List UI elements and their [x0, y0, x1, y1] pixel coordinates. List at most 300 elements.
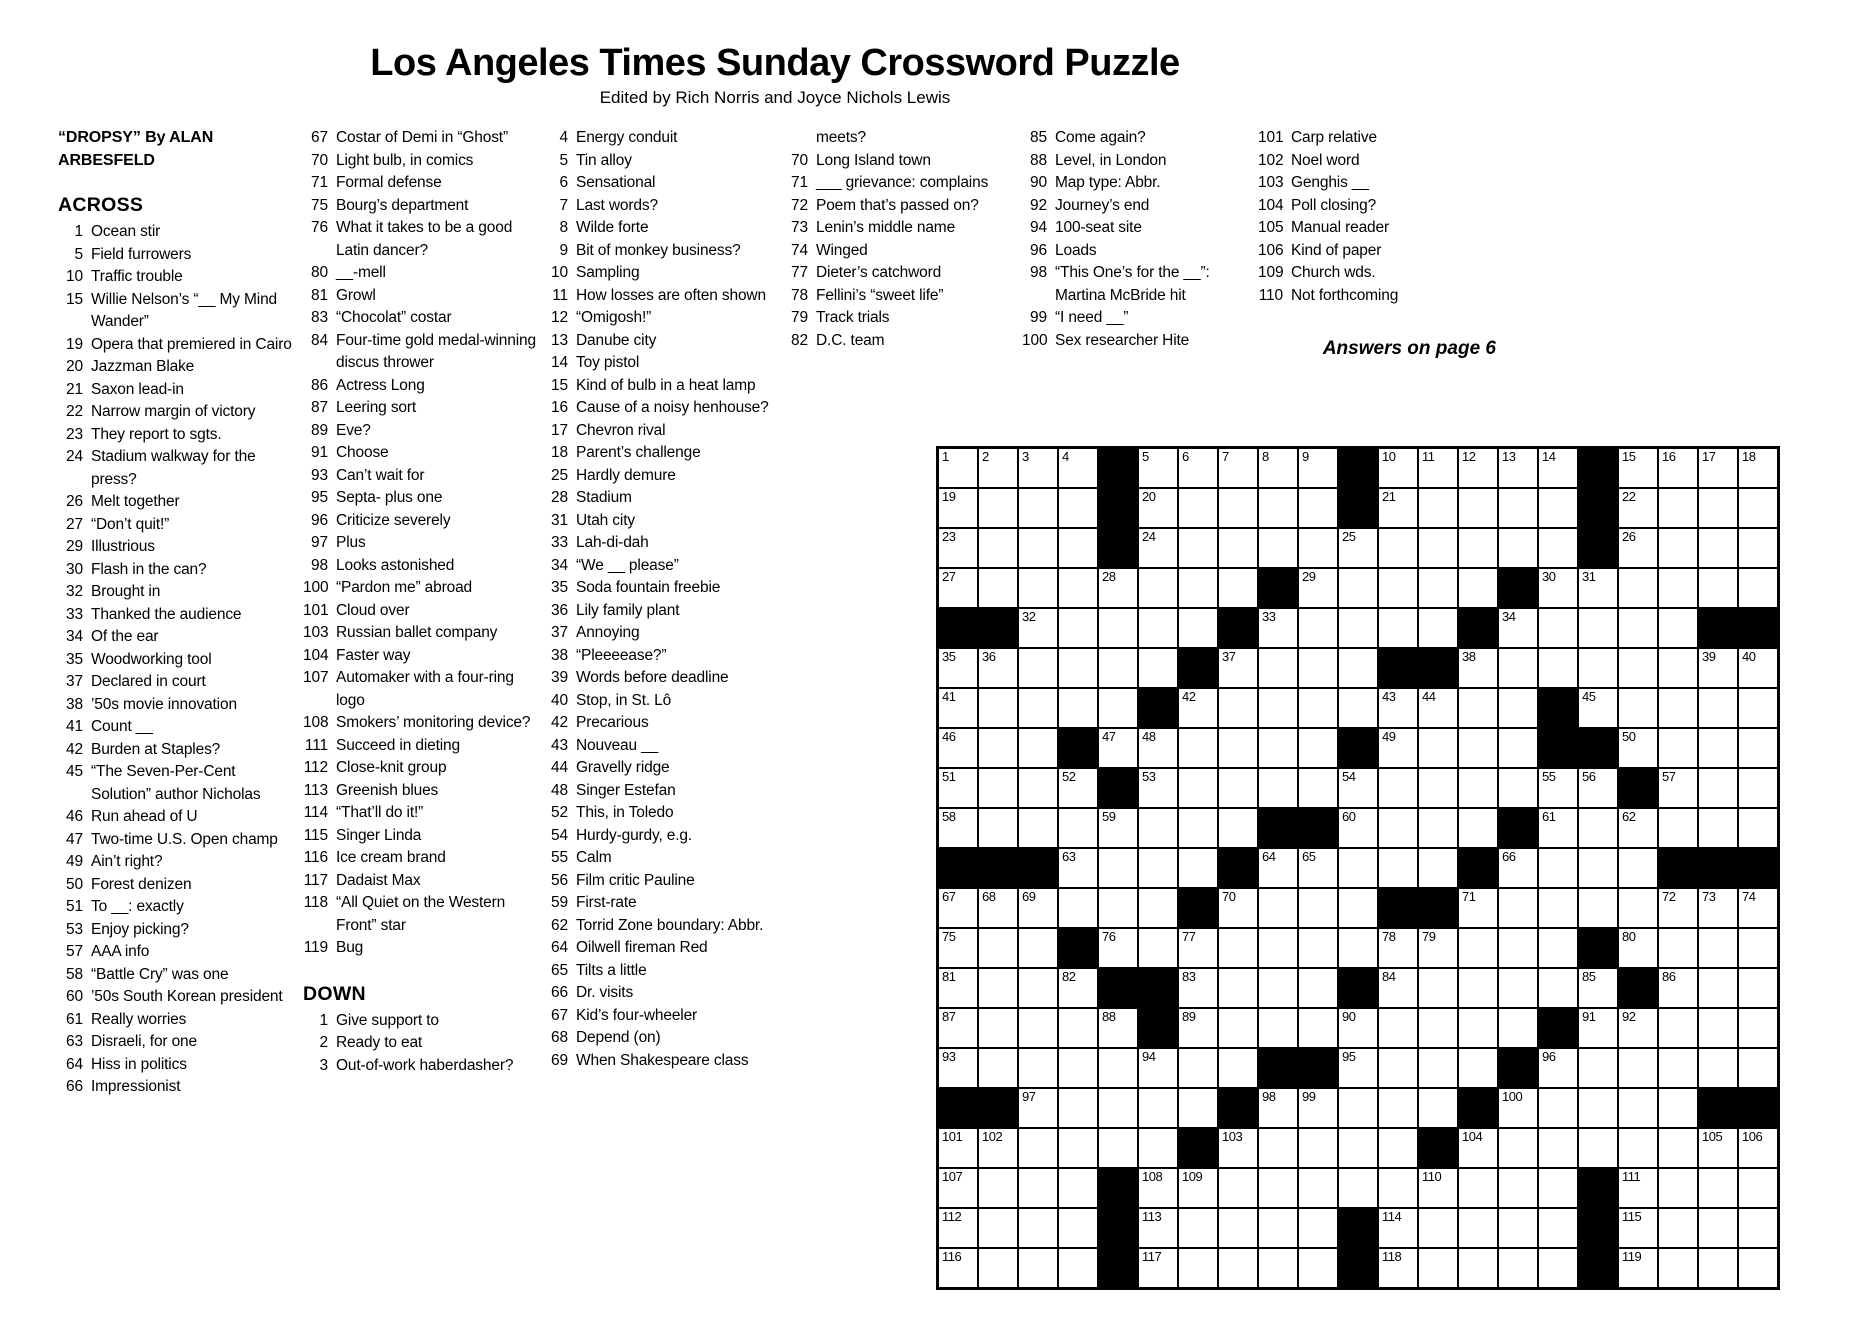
- grid-cell[interactable]: [1059, 529, 1097, 567]
- grid-cell[interactable]: [939, 769, 977, 807]
- grid-cell[interactable]: [1379, 809, 1417, 847]
- grid-cell[interactable]: [1659, 609, 1697, 647]
- grid-cell[interactable]: [1019, 1129, 1057, 1167]
- grid-cell[interactable]: [979, 649, 1017, 687]
- grid-cell[interactable]: [1459, 729, 1497, 767]
- grid-cell[interactable]: [1699, 929, 1737, 967]
- grid-cell[interactable]: [1179, 769, 1217, 807]
- grid-cell[interactable]: [1459, 969, 1497, 1007]
- grid-cell[interactable]: [1219, 649, 1257, 687]
- grid-cell[interactable]: [1139, 769, 1177, 807]
- grid-cell[interactable]: [1099, 849, 1137, 887]
- grid-cell[interactable]: [1139, 529, 1177, 567]
- grid-cell[interactable]: [1339, 1129, 1377, 1167]
- grid-cell[interactable]: [1139, 889, 1177, 927]
- grid-cell[interactable]: [1099, 929, 1137, 967]
- grid-cell[interactable]: [1499, 849, 1537, 887]
- grid-cell[interactable]: [1339, 529, 1377, 567]
- grid-cell[interactable]: [1259, 689, 1297, 727]
- grid-cell[interactable]: [1619, 489, 1657, 527]
- grid-cell[interactable]: [1259, 449, 1297, 487]
- grid-cell[interactable]: [1259, 1249, 1297, 1287]
- grid-cell[interactable]: [1179, 1249, 1217, 1287]
- grid-cell[interactable]: [1339, 809, 1377, 847]
- grid-cell[interactable]: [1539, 889, 1577, 927]
- grid-cell[interactable]: [1499, 929, 1537, 967]
- grid-cell[interactable]: [1659, 649, 1697, 687]
- grid-cell[interactable]: [1299, 609, 1337, 647]
- grid-cell[interactable]: [939, 649, 977, 687]
- grid-cell[interactable]: [1659, 1209, 1697, 1247]
- grid-cell[interactable]: [1179, 449, 1217, 487]
- grid-cell[interactable]: [939, 1169, 977, 1207]
- grid-cell[interactable]: [1099, 729, 1137, 767]
- grid-cell[interactable]: [1539, 449, 1577, 487]
- grid-cell[interactable]: [1179, 849, 1217, 887]
- grid-cell[interactable]: [1579, 609, 1617, 647]
- grid-cell[interactable]: [1699, 1209, 1737, 1247]
- grid-cell[interactable]: [1499, 1249, 1537, 1287]
- grid-cell[interactable]: [1659, 449, 1697, 487]
- grid-cell[interactable]: [939, 1249, 977, 1287]
- grid-cell[interactable]: [1619, 1209, 1657, 1247]
- grid-cell[interactable]: [1499, 729, 1537, 767]
- grid-cell[interactable]: [1619, 729, 1657, 767]
- grid-cell[interactable]: [939, 569, 977, 607]
- grid-cell[interactable]: [1379, 1009, 1417, 1047]
- grid-cell[interactable]: [1339, 849, 1377, 887]
- grid-cell[interactable]: [1659, 689, 1697, 727]
- grid-cell[interactable]: [1459, 769, 1497, 807]
- grid-cell[interactable]: [1659, 1049, 1697, 1087]
- grid-cell[interactable]: [1539, 969, 1577, 1007]
- grid-cell[interactable]: [1499, 1089, 1537, 1127]
- grid-cell[interactable]: [1139, 1049, 1177, 1087]
- grid-cell[interactable]: [1139, 1249, 1177, 1287]
- grid-cell[interactable]: [1739, 1129, 1777, 1167]
- grid-cell[interactable]: [1619, 929, 1657, 967]
- grid-cell[interactable]: [1299, 1249, 1337, 1287]
- grid-cell[interactable]: [939, 889, 977, 927]
- grid-cell[interactable]: [1419, 689, 1457, 727]
- grid-cell[interactable]: [1739, 1169, 1777, 1207]
- grid-cell[interactable]: [1059, 1089, 1097, 1127]
- grid-cell[interactable]: [1099, 1129, 1137, 1167]
- grid-cell[interactable]: [1219, 529, 1257, 567]
- grid-cell[interactable]: [1099, 689, 1137, 727]
- grid-cell[interactable]: [1059, 889, 1097, 927]
- grid-cell[interactable]: [1619, 689, 1657, 727]
- grid-cell[interactable]: [1739, 649, 1777, 687]
- grid-cell[interactable]: [1539, 929, 1577, 967]
- grid-cell[interactable]: [1579, 969, 1617, 1007]
- grid-cell[interactable]: [1379, 1049, 1417, 1087]
- grid-cell[interactable]: [1659, 489, 1697, 527]
- grid-cell[interactable]: [979, 449, 1017, 487]
- grid-cell[interactable]: [1619, 1009, 1657, 1047]
- grid-cell[interactable]: [1299, 489, 1337, 527]
- grid-cell[interactable]: [1659, 1249, 1697, 1287]
- grid-cell[interactable]: [939, 449, 977, 487]
- grid-cell[interactable]: [1259, 609, 1297, 647]
- grid-cell[interactable]: [1699, 569, 1737, 607]
- grid-cell[interactable]: [1579, 649, 1617, 687]
- grid-cell[interactable]: [1459, 1169, 1497, 1207]
- grid-cell[interactable]: [1379, 769, 1417, 807]
- grid-cell[interactable]: [1179, 529, 1217, 567]
- grid-cell[interactable]: [1059, 449, 1097, 487]
- grid-cell[interactable]: [1419, 1089, 1457, 1127]
- grid-cell[interactable]: [1219, 689, 1257, 727]
- grid-cell[interactable]: [1419, 1169, 1457, 1207]
- grid-cell[interactable]: [1339, 1009, 1377, 1047]
- grid-cell[interactable]: [1699, 769, 1737, 807]
- grid-cell[interactable]: [1259, 929, 1297, 967]
- grid-cell[interactable]: [1419, 769, 1457, 807]
- grid-cell[interactable]: [1739, 449, 1777, 487]
- grid-cell[interactable]: [1419, 929, 1457, 967]
- grid-cell[interactable]: [1499, 969, 1537, 1007]
- grid-cell[interactable]: [1699, 1249, 1737, 1287]
- grid-cell[interactable]: [1659, 529, 1697, 567]
- grid-cell[interactable]: [1739, 489, 1777, 527]
- grid-cell[interactable]: [1459, 529, 1497, 567]
- grid-cell[interactable]: [1379, 609, 1417, 647]
- grid-cell[interactable]: [1579, 809, 1617, 847]
- grid-cell[interactable]: [1579, 769, 1617, 807]
- grid-cell[interactable]: [1219, 809, 1257, 847]
- grid-cell[interactable]: [1659, 729, 1697, 767]
- grid-cell[interactable]: [1019, 729, 1057, 767]
- grid-cell[interactable]: [1139, 1169, 1177, 1207]
- grid-cell[interactable]: [979, 1009, 1017, 1047]
- grid-cell[interactable]: [1619, 569, 1657, 607]
- grid-cell[interactable]: [1619, 1169, 1657, 1207]
- grid-cell[interactable]: [1459, 1129, 1497, 1167]
- grid-cell[interactable]: [1019, 929, 1057, 967]
- grid-cell[interactable]: [979, 929, 1017, 967]
- grid-cell[interactable]: [1299, 1129, 1337, 1167]
- grid-cell[interactable]: [1299, 889, 1337, 927]
- grid-cell[interactable]: [1259, 1209, 1297, 1247]
- grid-cell[interactable]: [1139, 649, 1177, 687]
- grid-cell[interactable]: [1219, 1209, 1257, 1247]
- grid-cell[interactable]: [1299, 929, 1337, 967]
- grid-cell[interactable]: [1579, 1009, 1617, 1047]
- grid-cell[interactable]: [1259, 1089, 1297, 1127]
- grid-cell[interactable]: [1699, 1009, 1737, 1047]
- grid-cell[interactable]: [1659, 1089, 1697, 1127]
- grid-cell[interactable]: [1419, 849, 1457, 887]
- grid-cell[interactable]: [1739, 1009, 1777, 1047]
- grid-cell[interactable]: [1539, 849, 1577, 887]
- grid-cell[interactable]: [1459, 569, 1497, 607]
- grid-cell[interactable]: [1579, 1129, 1617, 1167]
- grid-cell[interactable]: [1699, 889, 1737, 927]
- grid-cell[interactable]: [1499, 769, 1537, 807]
- grid-cell[interactable]: [1059, 1129, 1097, 1167]
- grid-cell[interactable]: [1579, 689, 1617, 727]
- grid-cell[interactable]: [1379, 1089, 1417, 1127]
- grid-cell[interactable]: [1059, 609, 1097, 647]
- grid-cell[interactable]: [939, 689, 977, 727]
- grid-cell[interactable]: [1259, 889, 1297, 927]
- grid-cell[interactable]: [1259, 1009, 1297, 1047]
- grid-cell[interactable]: [1019, 609, 1057, 647]
- grid-cell[interactable]: [1499, 609, 1537, 647]
- grid-cell[interactable]: [1059, 1049, 1097, 1087]
- grid-cell[interactable]: [1579, 849, 1617, 887]
- grid-cell[interactable]: [1019, 1089, 1057, 1127]
- grid-cell[interactable]: [1299, 529, 1337, 567]
- grid-cell[interactable]: [1179, 1169, 1217, 1207]
- grid-cell[interactable]: [1019, 969, 1057, 1007]
- grid-cell[interactable]: [979, 1129, 1017, 1167]
- grid-cell[interactable]: [1059, 1169, 1097, 1207]
- grid-cell[interactable]: [1299, 569, 1337, 607]
- grid-cell[interactable]: [1219, 969, 1257, 1007]
- grid-cell[interactable]: [979, 489, 1017, 527]
- grid-cell[interactable]: [1299, 969, 1337, 1007]
- grid-cell[interactable]: [1019, 769, 1057, 807]
- grid-cell[interactable]: [1619, 1129, 1657, 1167]
- grid-cell[interactable]: [1419, 529, 1457, 567]
- grid-cell[interactable]: [1699, 1129, 1737, 1167]
- grid-cell[interactable]: [1019, 1249, 1057, 1287]
- grid-cell[interactable]: [1099, 1089, 1137, 1127]
- grid-cell[interactable]: [1499, 489, 1537, 527]
- grid-cell[interactable]: [1739, 729, 1777, 767]
- grid-cell[interactable]: [1619, 1249, 1657, 1287]
- grid-cell[interactable]: [1059, 489, 1097, 527]
- grid-cell[interactable]: [1179, 609, 1217, 647]
- grid-cell[interactable]: [1699, 1049, 1737, 1087]
- grid-cell[interactable]: [1139, 489, 1177, 527]
- grid-cell[interactable]: [1539, 769, 1577, 807]
- grid-cell[interactable]: [1419, 569, 1457, 607]
- grid-cell[interactable]: [1459, 449, 1497, 487]
- grid-cell[interactable]: [1339, 649, 1377, 687]
- grid-cell[interactable]: [1739, 1209, 1777, 1247]
- grid-cell[interactable]: [1379, 689, 1417, 727]
- grid-cell[interactable]: [1499, 1169, 1537, 1207]
- grid-cell[interactable]: [1179, 1049, 1217, 1087]
- grid-cell[interactable]: [1739, 769, 1777, 807]
- grid-cell[interactable]: [939, 809, 977, 847]
- grid-cell[interactable]: [1179, 1089, 1217, 1127]
- grid-cell[interactable]: [1699, 809, 1737, 847]
- grid-cell[interactable]: [1219, 729, 1257, 767]
- grid-cell[interactable]: [1339, 569, 1377, 607]
- grid-cell[interactable]: [1699, 649, 1737, 687]
- grid-cell[interactable]: [1499, 1129, 1537, 1167]
- grid-cell[interactable]: [1419, 1009, 1457, 1047]
- grid-cell[interactable]: [1379, 1249, 1417, 1287]
- grid-cell[interactable]: [1579, 1089, 1617, 1127]
- grid-cell[interactable]: [1379, 489, 1417, 527]
- grid-cell[interactable]: [1539, 489, 1577, 527]
- grid-cell[interactable]: [1539, 1129, 1577, 1167]
- grid-cell[interactable]: [1459, 1209, 1497, 1247]
- grid-cell[interactable]: [1699, 969, 1737, 1007]
- grid-cell[interactable]: [939, 489, 977, 527]
- grid-cell[interactable]: [1179, 929, 1217, 967]
- grid-cell[interactable]: [1099, 649, 1137, 687]
- grid-cell[interactable]: [1099, 569, 1137, 607]
- grid-cell[interactable]: [1539, 1209, 1577, 1247]
- grid-cell[interactable]: [979, 809, 1017, 847]
- grid-cell[interactable]: [1619, 529, 1657, 567]
- grid-cell[interactable]: [1259, 529, 1297, 567]
- grid-cell[interactable]: [1339, 769, 1377, 807]
- grid-cell[interactable]: [1299, 649, 1337, 687]
- grid-cell[interactable]: [1339, 889, 1377, 927]
- grid-cell[interactable]: [1419, 449, 1457, 487]
- grid-cell[interactable]: [1739, 689, 1777, 727]
- grid-cell[interactable]: [1259, 769, 1297, 807]
- grid-cell[interactable]: [1179, 969, 1217, 1007]
- grid-cell[interactable]: [1139, 929, 1177, 967]
- grid-cell[interactable]: [1379, 1169, 1417, 1207]
- grid-cell[interactable]: [1499, 529, 1537, 567]
- grid-cell[interactable]: [1499, 889, 1537, 927]
- grid-cell[interactable]: [1539, 1089, 1577, 1127]
- grid-cell[interactable]: [939, 729, 977, 767]
- grid-cell[interactable]: [1459, 689, 1497, 727]
- grid-cell[interactable]: [1059, 969, 1097, 1007]
- grid-cell[interactable]: [1099, 889, 1137, 927]
- grid-cell[interactable]: [1139, 1129, 1177, 1167]
- grid-cell[interactable]: [1419, 969, 1457, 1007]
- grid-cell[interactable]: [939, 1129, 977, 1167]
- grid-cell[interactable]: [1299, 849, 1337, 887]
- grid-cell[interactable]: [1699, 529, 1737, 567]
- grid-cell[interactable]: [1739, 1249, 1777, 1287]
- grid-cell[interactable]: [1379, 1209, 1417, 1247]
- grid-cell[interactable]: [1619, 1049, 1657, 1087]
- grid-cell[interactable]: [1619, 449, 1657, 487]
- grid-cell[interactable]: [1139, 729, 1177, 767]
- grid-cell[interactable]: [1219, 1249, 1257, 1287]
- grid-cell[interactable]: [1739, 929, 1777, 967]
- grid-cell[interactable]: [1059, 569, 1097, 607]
- grid-cell[interactable]: [1379, 729, 1417, 767]
- grid-cell[interactable]: [1379, 929, 1417, 967]
- grid-cell[interactable]: [1059, 1209, 1097, 1247]
- grid-cell[interactable]: [1019, 489, 1057, 527]
- grid-cell[interactable]: [1659, 1129, 1697, 1167]
- grid-cell[interactable]: [979, 1249, 1017, 1287]
- grid-cell[interactable]: [1019, 649, 1057, 687]
- grid-cell[interactable]: [1299, 729, 1337, 767]
- grid-cell[interactable]: [1299, 1009, 1337, 1047]
- grid-cell[interactable]: [1179, 569, 1217, 607]
- grid-cell[interactable]: [1539, 1169, 1577, 1207]
- grid-cell[interactable]: [1139, 849, 1177, 887]
- grid-cell[interactable]: [1619, 609, 1657, 647]
- grid-cell[interactable]: [1219, 489, 1257, 527]
- grid-cell[interactable]: [1699, 689, 1737, 727]
- grid-cell[interactable]: [1379, 569, 1417, 607]
- grid-cell[interactable]: [1739, 809, 1777, 847]
- grid-cell[interactable]: [1339, 609, 1377, 647]
- grid-cell[interactable]: [1579, 1049, 1617, 1087]
- grid-cell[interactable]: [1739, 1049, 1777, 1087]
- grid-cell[interactable]: [1739, 569, 1777, 607]
- grid-cell[interactable]: [939, 529, 977, 567]
- grid-cell[interactable]: [1139, 1089, 1177, 1127]
- grid-cell[interactable]: [1619, 849, 1657, 887]
- grid-cell[interactable]: [1539, 529, 1577, 567]
- grid-cell[interactable]: [1259, 1169, 1297, 1207]
- grid-cell[interactable]: [1299, 769, 1337, 807]
- grid-cell[interactable]: [1179, 489, 1217, 527]
- grid-cell[interactable]: [1539, 1249, 1577, 1287]
- grid-cell[interactable]: [1659, 929, 1697, 967]
- grid-cell[interactable]: [1539, 1049, 1577, 1087]
- grid-cell[interactable]: [1339, 929, 1377, 967]
- grid-cell[interactable]: [1259, 1129, 1297, 1167]
- grid-cell[interactable]: [1019, 449, 1057, 487]
- grid-cell[interactable]: [979, 1209, 1017, 1247]
- grid-cell[interactable]: [1219, 569, 1257, 607]
- grid-cell[interactable]: [1019, 1049, 1057, 1087]
- grid-cell[interactable]: [1659, 1169, 1697, 1207]
- grid-cell[interactable]: [1619, 649, 1657, 687]
- grid-cell[interactable]: [1019, 1169, 1057, 1207]
- grid-cell[interactable]: [1139, 449, 1177, 487]
- grid-cell[interactable]: [1699, 449, 1737, 487]
- grid-cell[interactable]: [1059, 1249, 1097, 1287]
- grid-cell[interactable]: [1339, 1049, 1377, 1087]
- grid-cell[interactable]: [939, 1209, 977, 1247]
- grid-cell[interactable]: [1419, 609, 1457, 647]
- grid-cell[interactable]: [979, 1049, 1017, 1087]
- grid-cell[interactable]: [1619, 809, 1657, 847]
- grid-cell[interactable]: [1099, 1049, 1137, 1087]
- grid-cell[interactable]: [979, 729, 1017, 767]
- grid-cell[interactable]: [1459, 1049, 1497, 1087]
- grid-cell[interactable]: [1419, 1249, 1457, 1287]
- grid-cell[interactable]: [1259, 649, 1297, 687]
- grid-cell[interactable]: [1299, 449, 1337, 487]
- grid-cell[interactable]: [1499, 1209, 1537, 1247]
- grid-cell[interactable]: [1619, 1089, 1657, 1127]
- grid-cell[interactable]: [1219, 769, 1257, 807]
- grid-cell[interactable]: [1019, 569, 1057, 607]
- grid-cell[interactable]: [1059, 769, 1097, 807]
- grid-cell[interactable]: [1059, 1009, 1097, 1047]
- grid-cell[interactable]: [1339, 689, 1377, 727]
- grid-cell[interactable]: [1219, 1169, 1257, 1207]
- grid-cell[interactable]: [979, 769, 1017, 807]
- grid-cell[interactable]: [1179, 729, 1217, 767]
- grid-cell[interactable]: [1659, 569, 1697, 607]
- grid-cell[interactable]: [1139, 1209, 1177, 1247]
- grid-cell[interactable]: [1459, 809, 1497, 847]
- grid-cell[interactable]: [939, 1049, 977, 1087]
- grid-cell[interactable]: [1059, 809, 1097, 847]
- grid-cell[interactable]: [1379, 529, 1417, 567]
- grid-cell[interactable]: [1419, 809, 1457, 847]
- grid-cell[interactable]: [1179, 1009, 1217, 1047]
- grid-cell[interactable]: [1299, 1209, 1337, 1247]
- grid-cell[interactable]: [939, 1009, 977, 1047]
- grid-cell[interactable]: [1739, 889, 1777, 927]
- grid-cell[interactable]: [1019, 529, 1057, 567]
- grid-cell[interactable]: [1259, 489, 1297, 527]
- grid-cell[interactable]: [1019, 889, 1057, 927]
